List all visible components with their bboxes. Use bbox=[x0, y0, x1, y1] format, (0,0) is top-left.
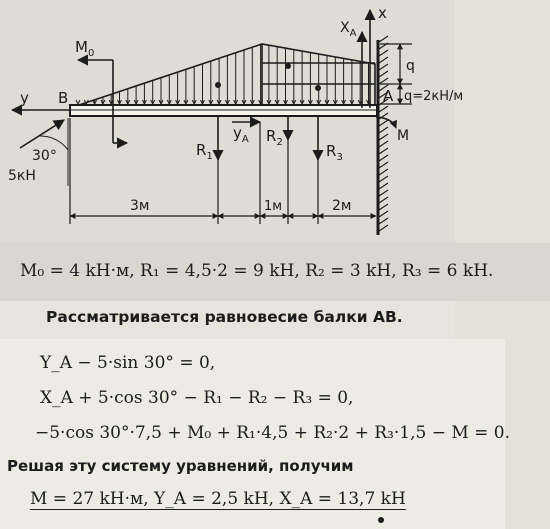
diagram-panel bbox=[0, 0, 464, 243]
beam-diagram bbox=[0, 0, 464, 243]
dimension-1m: 1м bbox=[264, 199, 283, 214]
distributed-load bbox=[70, 44, 375, 108]
fixed-wall bbox=[378, 36, 388, 235]
equation-3: −5·cos 30°·7,5 + M₀ + R₁·4,5 + R₂·2 + R₃·1,5 − M = 0. bbox=[35, 423, 511, 443]
solve-text: Решая эту систему уравнений, получим bbox=[7, 457, 354, 475]
x-axis-label: x bbox=[378, 4, 387, 22]
r1-label: $R_1$ bbox=[196, 141, 213, 162]
point-a-label: A bbox=[383, 87, 394, 105]
xa-label: $X_A$ bbox=[340, 20, 357, 39]
centroid-dot bbox=[215, 82, 221, 88]
values-line: M₀ = 4 kH·м, R₁ = 4,5·2 = 9 kH, R₂ = 3 kH, R₃ = 6 kH. bbox=[20, 261, 494, 281]
centroid-dot bbox=[315, 85, 321, 91]
values-panel bbox=[0, 243, 550, 301]
caption-text: Рассматривается равновесие балки AB. bbox=[46, 308, 403, 326]
equations-panel bbox=[0, 339, 511, 529]
r3-label: $R_3$ bbox=[326, 142, 343, 163]
result-text: M = 27 kH·м, Y_A = 2,5 kH, X_A = 13,7 kH bbox=[30, 489, 406, 509]
dimension-2m: 2м bbox=[332, 198, 352, 214]
equation-2: X_A + 5·cos 30° − R₁ − R₂ − R₃ = 0, bbox=[40, 388, 354, 408]
m0-label: $M_0$ bbox=[75, 38, 95, 59]
dimension-3m: 3м bbox=[130, 198, 150, 214]
dimension-lines bbox=[70, 118, 376, 224]
centroid-dot bbox=[285, 63, 291, 69]
q-label: q bbox=[406, 58, 415, 74]
force-label: 5кН bbox=[8, 168, 36, 184]
moment-m-label: M bbox=[397, 128, 410, 144]
angle-label: 30° bbox=[32, 148, 57, 164]
point-b-label: B bbox=[58, 89, 69, 107]
r2-label: $R_2$ bbox=[266, 127, 283, 148]
y-axis-label: y bbox=[20, 89, 29, 107]
ya-label: $y_A$ bbox=[233, 124, 249, 145]
caption-panel bbox=[0, 301, 455, 339]
result-marker bbox=[0, 339, 505, 529]
equation-1: Y_A − 5·sin 30° = 0, bbox=[40, 353, 216, 373]
q-value-label: q=2кН/м bbox=[404, 89, 464, 104]
load-arrows bbox=[76, 44, 371, 105]
